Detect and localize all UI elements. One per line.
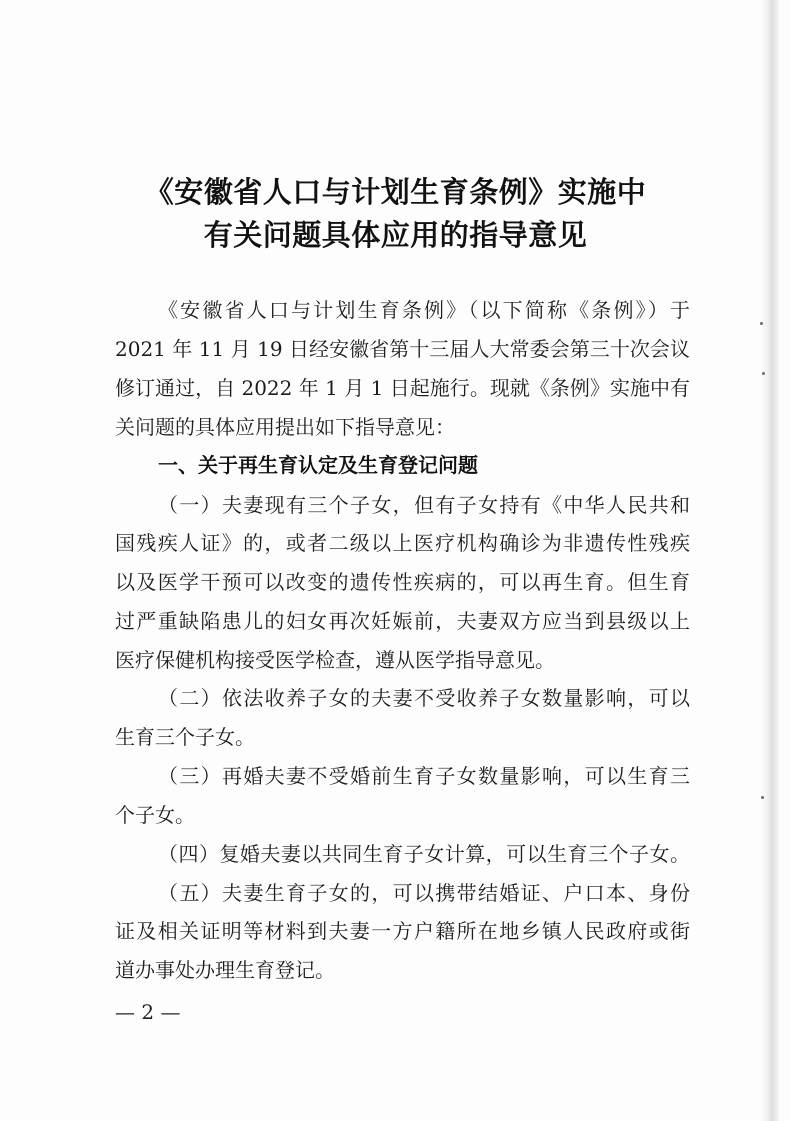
item-1-line: 医疗保健机构接受医学检查，遵从医学指导意见。 xyxy=(115,648,555,672)
item-3-line: 个子女。 xyxy=(115,803,195,827)
section-heading: 一、关于再生育认定及生育登记问题 xyxy=(158,453,478,477)
intro-line: 《安徽省人口与计划生育条例》（以下简称《条例》）于 xyxy=(158,298,690,322)
document-title-line-1: 《安徽省人口与计划生育条例》实施中 xyxy=(144,175,647,209)
item-4-line: （四）复婚夫妻以共同生育子女计算，可以生育三个子女。 xyxy=(158,842,690,866)
scan-edge-shadow xyxy=(761,0,779,1121)
item-1-line: （一）夫妻现有三个子女，但有子女持有《中华人民共和 xyxy=(158,493,690,517)
intro-line: 修订通过，自 2022 年 1 月 1 日起施行。现就《条例》实施中有 xyxy=(115,376,690,400)
scan-speck xyxy=(760,322,763,325)
item-1-line: 以及医学干预可以改变的遗传性疾病的，可以再生育。但生育 xyxy=(115,570,690,594)
scan-speck xyxy=(761,796,764,799)
item-5-line: 道办事处办理生育登记。 xyxy=(115,958,335,982)
intro-line: 关问题的具体应用提出如下指导意见： xyxy=(115,415,455,439)
scan-speck xyxy=(762,372,765,375)
item-1-line: 国残疾人证》的，或者二级以上医疗机构确诊为非遗传性残疾 xyxy=(115,531,690,555)
item-5-line: （五）夫妻生育子女的，可以携带结婚证、户口本、身份 xyxy=(158,881,690,905)
item-3-line: （三）再婚夫妻不受婚前生育子女数量影响，可以生育三 xyxy=(158,764,690,788)
item-2-line: （二）依法收养子女的夫妻不受收养子女数量影响，可以 xyxy=(158,686,690,710)
document-title-line-2: 有关问题具体应用的指导意见 xyxy=(203,218,588,252)
intro-line: 2021 年 11 月 19 日经安徽省第十三届人大常委会第三十次会议 xyxy=(115,337,690,361)
page-number: — 2 — xyxy=(115,1000,181,1024)
item-1-line: 过严重缺陷患儿的妇女再次妊娠前，夫妻双方应当到县级以上 xyxy=(115,609,690,633)
item-2-line: 生育三个子女。 xyxy=(115,725,255,749)
item-5-line: 证及相关证明等材料到夫妻一方户籍所在地乡镇人民政府或街 xyxy=(115,919,690,943)
